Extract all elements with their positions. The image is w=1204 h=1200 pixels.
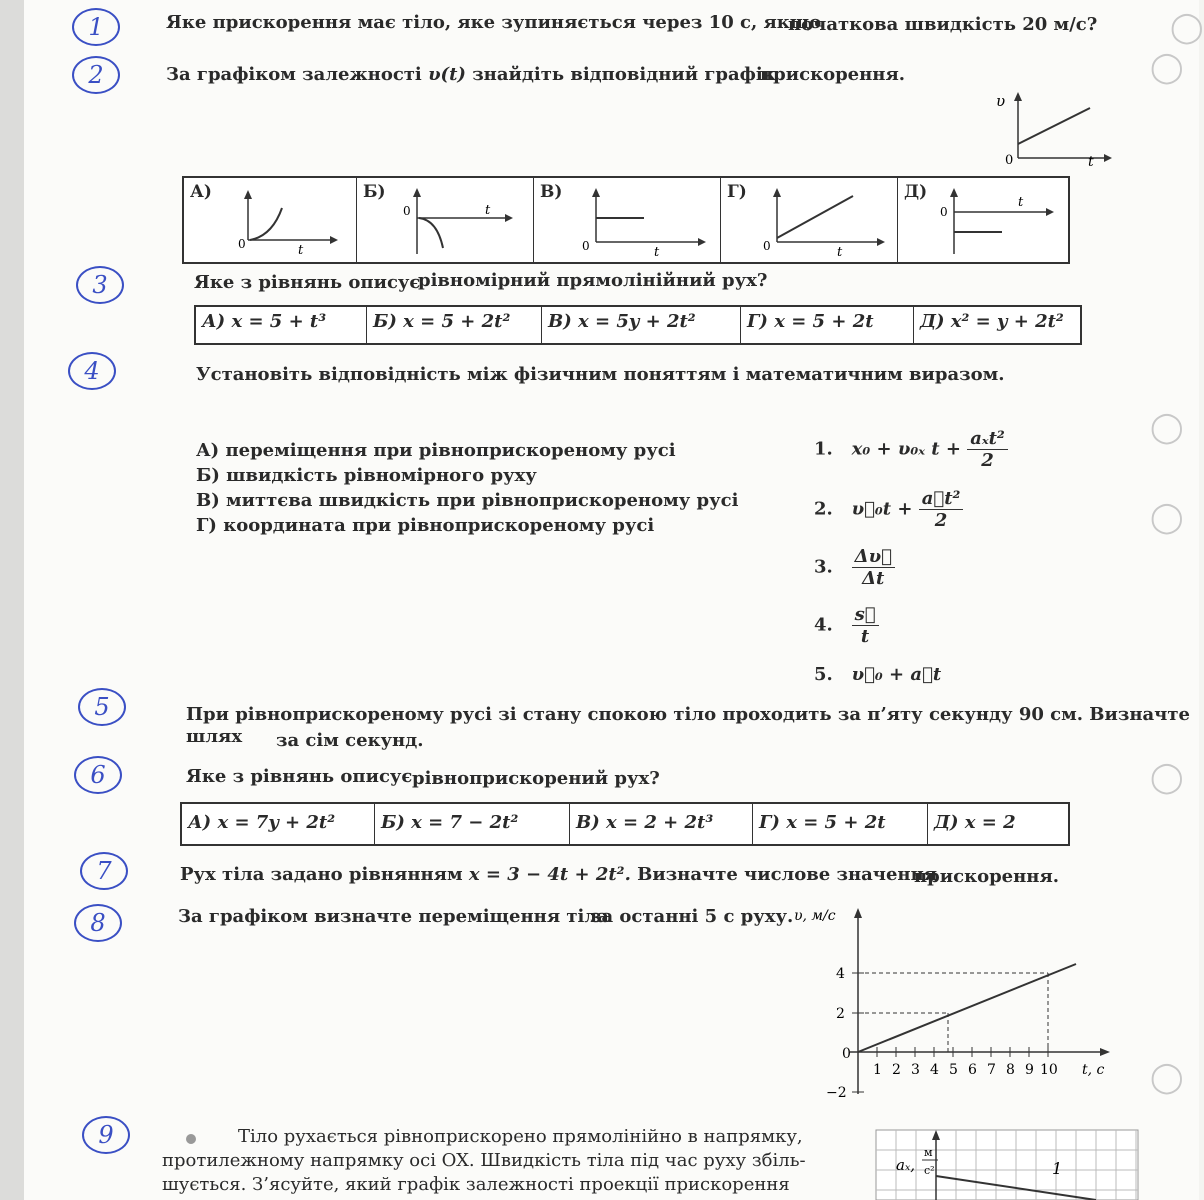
- q3-option-b[interactable]: Б) x = 5 + 2t²: [367, 307, 542, 343]
- question-number-7: 7: [80, 852, 128, 890]
- q5-text-line-2a: шлях: [186, 726, 243, 747]
- scan-artifact: ◯: [1150, 1060, 1184, 1095]
- x-axis-arrow: [1100, 1048, 1110, 1056]
- x-tick-label: 4: [930, 1062, 939, 1078]
- option-label: А): [190, 182, 212, 202]
- y-axis-arrow: [1014, 92, 1022, 101]
- unit-bottom: с²: [924, 1164, 935, 1177]
- option-a-graph: [224, 188, 344, 258]
- option-label: Б): [363, 182, 386, 202]
- x-axis-label: t: [654, 245, 660, 260]
- q8-text-part-b: за останні 5 с руху.: [590, 906, 794, 927]
- q2-option-v[interactable]: [534, 178, 721, 262]
- x-tick-label: 1: [873, 1062, 882, 1078]
- q4-item-v: В) миттєва швидкість при рівноприскореному русі: [196, 490, 739, 511]
- q3-option-a[interactable]: А) x = 5 + t³: [196, 307, 367, 343]
- linear-line: [777, 196, 853, 238]
- q7-question-text: [180, 864, 937, 885]
- q7-equation: x = 3 − 4t + 2t².: [468, 864, 631, 885]
- option-label: Г): [727, 182, 747, 202]
- y-axis-arrow: [592, 188, 600, 197]
- y-axis-arrow: [413, 188, 421, 197]
- bullet-dot: [186, 1134, 196, 1144]
- q6-option-d[interactable]: Д) x = 2: [934, 812, 1016, 833]
- q4-item-g: Г) координата при рівноприскореному русі: [196, 515, 655, 536]
- scan-left-edge: [0, 0, 24, 1200]
- option-label: Д): [904, 182, 928, 202]
- q3-answer-options: [194, 305, 1082, 345]
- option-label: В): [540, 182, 563, 202]
- x-axis-arrow: [877, 238, 885, 246]
- x-axis-arrow: [505, 214, 513, 222]
- x-axis-label: t: [1088, 154, 1094, 170]
- x-axis-arrow: [698, 238, 706, 246]
- curve-label: 1: [1052, 1159, 1063, 1178]
- y-axis-arrow: [244, 190, 252, 199]
- q4-expression-5: 5. υ⃗₀ + a⃗t: [814, 664, 942, 685]
- q6-option-v[interactable]: В) x = 2 + 2t³: [570, 804, 753, 844]
- y-axis-arrow: [854, 908, 862, 918]
- origin-label: 0: [940, 205, 948, 219]
- x-axis-arrow: [1104, 154, 1112, 162]
- q7-text-part-a: Рух тіла задано рівнянням: [180, 864, 463, 885]
- y-axis-label: aₓ,: [896, 1156, 916, 1174]
- x-tick-label: 5: [949, 1062, 958, 1078]
- q4-item-b: Б) швидкість рівномірного руху: [196, 465, 537, 486]
- q3-option-g[interactable]: Г) x = 5 + 2t: [741, 307, 914, 343]
- x-tick-label: 9: [1025, 1062, 1034, 1078]
- x-tick-label: 8: [1006, 1062, 1015, 1078]
- q2-question-text: [166, 64, 776, 85]
- q5-text-line-2b: за сім секунд.: [276, 730, 424, 751]
- q2-variable: υ(t): [428, 64, 466, 85]
- scan-artifact: ◯: [1150, 50, 1184, 85]
- q6-text-part-a: Яке з рівнянь описує: [186, 766, 413, 787]
- x-axis-arrow: [1046, 208, 1054, 216]
- curve: [250, 208, 282, 240]
- x-axis-label: t, с: [1082, 1062, 1105, 1078]
- q2-option-d[interactable]: [898, 178, 1068, 262]
- x-axis-label: t: [1018, 195, 1024, 210]
- x-axis-label: t: [298, 243, 304, 258]
- q3-option-d[interactable]: Д) x² = y + 2t²: [920, 311, 1064, 332]
- x-axis-label: t: [837, 245, 843, 260]
- q2-text-part-a: За графіком залежності: [166, 64, 422, 85]
- question-number-1: 1: [72, 8, 120, 46]
- q6-option-b[interactable]: Б) x = 7 − 2t²: [375, 804, 570, 844]
- q8-velocity-graph: [794, 904, 1120, 1104]
- question-number-8: 8: [74, 904, 122, 942]
- q7-text-part-b: Визначте числове значення: [637, 864, 938, 885]
- q6-option-g[interactable]: Г) x = 5 + 2t: [753, 804, 928, 844]
- origin-label: 0: [763, 239, 771, 253]
- q5-text-line-1: При рівноприскореному русі зі стану спокою тіло проходить за п’яту секунду 90 см. Визначте: [186, 704, 1190, 725]
- x-tick-label: 7: [987, 1062, 996, 1078]
- question-number-6: 6: [74, 756, 122, 794]
- origin-label: 0: [582, 239, 590, 253]
- x-tick-label: 6: [968, 1062, 977, 1078]
- velocity-line: [1018, 108, 1090, 144]
- q6-answer-options: [180, 802, 1070, 846]
- option-g-graph: [757, 184, 893, 258]
- scan-artifact: ◯: [1150, 410, 1184, 445]
- q2-option-g[interactable]: [721, 178, 898, 262]
- q9-text-line-2: протилежному напрямку осі OX. Швидкість тіла під час руху збіль-: [162, 1150, 806, 1171]
- question-number-2: 2: [72, 56, 120, 94]
- origin-label: 0: [403, 204, 411, 218]
- q2-text-part-b: знайдіть відповідний графік: [472, 64, 776, 85]
- origin-label: 0: [1005, 153, 1014, 168]
- q2-text-part-c: прискорення.: [760, 64, 906, 85]
- q6-option-a[interactable]: А) x = 7y + 2t²: [182, 804, 375, 844]
- x-axis-label: t: [485, 203, 491, 218]
- x-axis-arrow: [330, 236, 338, 244]
- q6-text-part-b: рівноприскорений рух?: [412, 768, 660, 789]
- scan-artifact: ◯: [1150, 760, 1184, 795]
- option-d-graph: [938, 184, 1064, 258]
- y-axis-label: υ, м/с: [794, 908, 836, 924]
- x-tick-label: 3: [911, 1062, 920, 1078]
- q7-text-part-c: прискорення.: [914, 866, 1060, 887]
- curve: [419, 218, 443, 248]
- scan-artifact: ◯: [1150, 500, 1184, 535]
- q4-expression-4: 4. $\frac{s⃗}{t}$: [814, 604, 879, 647]
- q3-text-part-b: рівномірний прямолінійний рух?: [418, 270, 768, 291]
- y-tick-label: −2: [826, 1085, 847, 1101]
- y-tick-label: 2: [836, 1006, 845, 1022]
- y-axis-arrow: [773, 188, 781, 197]
- q8-text-part-a: За графіком визначте переміщення тіла: [178, 906, 609, 927]
- q4-expression-3: 3. $\frac{\Delta\upsilon⃗}{\Delta t}$: [814, 546, 895, 589]
- q3-option-v[interactable]: В) x = 5y + 2t²: [542, 307, 741, 343]
- q9-acceleration-grid: [876, 1130, 1140, 1200]
- question-number-4: 4: [68, 352, 116, 390]
- scan-artifact: ◯: [1170, 10, 1204, 45]
- x-tick-label: 2: [892, 1062, 901, 1078]
- q2-answer-options: [182, 176, 1070, 264]
- y-tick-label: 4: [836, 966, 845, 982]
- q9-text-line-1: Тіло рухається рівноприскорено прямолінійно в напрямку,: [238, 1126, 803, 1147]
- q4-expression-1: 1. x₀ + υ₀ₓ t + $\frac{\text{aₓt²}}{2}$: [814, 428, 1008, 471]
- origin-label: 0: [238, 237, 246, 251]
- x-tick-label: 10: [1040, 1062, 1058, 1078]
- q4-question-text: Установіть відповідність між фізичним поняттям і математичним виразом.: [196, 364, 1005, 385]
- q4-expression-2: 2. υ⃗₀t + $\frac{\text{a⃗t²}}{2}$: [814, 488, 963, 531]
- question-number-5: 5: [78, 688, 126, 726]
- q2-option-a[interactable]: [184, 178, 357, 262]
- question-number-3: 3: [76, 266, 124, 304]
- y-tick-label: 0: [842, 1046, 851, 1062]
- q2-option-b[interactable]: [357, 178, 534, 262]
- option-b-graph: [393, 184, 523, 258]
- q2-given-graph: [996, 88, 1120, 170]
- unit-top: м: [924, 1146, 933, 1159]
- q3-text-part-a: Яке з рівнянь описує: [194, 272, 421, 293]
- option-v-graph: [574, 184, 714, 258]
- q1-text-part-a: Яке прискорення має тіло, яке зупиняється через 10 с, якщо: [166, 12, 822, 33]
- question-number-9: 9: [82, 1116, 130, 1154]
- q1-text-part-b: початкова швидкість 20 м/с?: [788, 14, 1098, 35]
- y-axis-label: υ: [996, 92, 1006, 110]
- y-axis-arrow: [950, 188, 958, 197]
- q4-item-a: А) переміщення при рівноприскореному русі: [196, 440, 676, 461]
- q9-text-line-3: шується. З’ясуйте, який графік залежності проекції прискорення: [162, 1174, 790, 1195]
- velocity-line: [858, 964, 1076, 1052]
